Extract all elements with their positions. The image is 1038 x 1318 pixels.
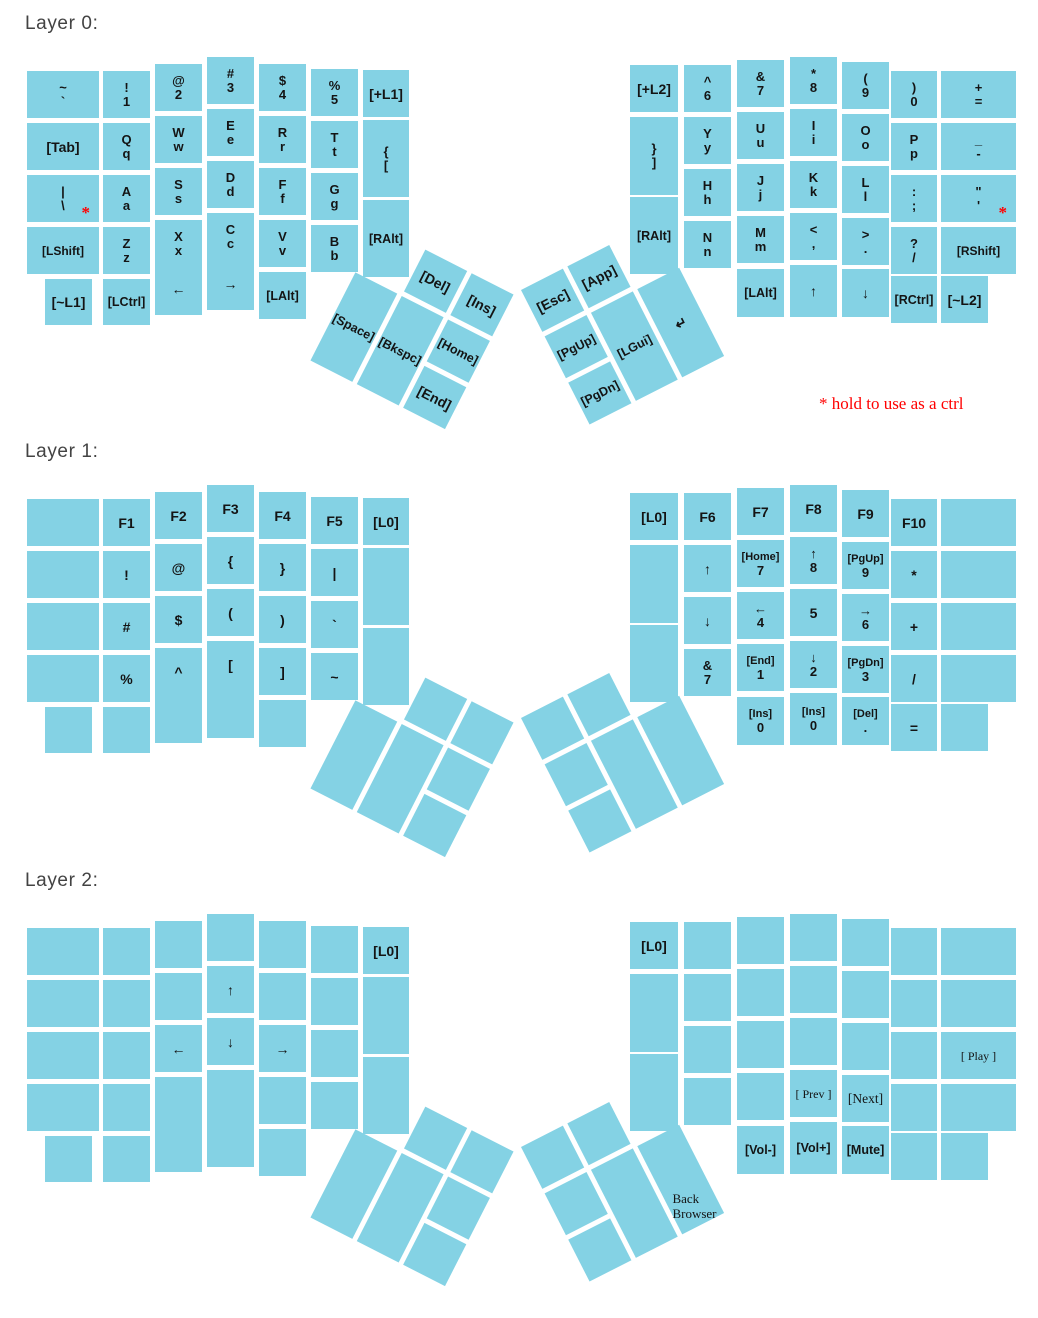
key-l-r5c4 xyxy=(259,700,306,747)
key-l-r1c1: F1 xyxy=(103,499,150,546)
key-rt-enter: ↵ xyxy=(637,268,724,378)
key-rt-pgdn: [PgDn] xyxy=(568,361,631,424)
key-r-r1c5: ) 0 xyxy=(891,71,937,118)
key-rt-esc: [Esc] xyxy=(521,269,584,332)
key-l-r5c0 xyxy=(45,1136,92,1182)
key-l-r4c5: B b xyxy=(311,225,358,272)
key-r-r5c4: [Mute] xyxy=(842,1126,889,1174)
key-r-r5c5 xyxy=(891,1133,937,1180)
key-l-r3c2: ← xyxy=(155,1025,202,1072)
key-l-r1c3 xyxy=(207,914,254,961)
key-l-r1c4: F4 xyxy=(259,492,306,539)
ctrl-star-marker: * xyxy=(81,203,90,222)
key-l-r3c4: F f xyxy=(259,168,306,215)
key-r-r2c3: ↑ 8 xyxy=(790,537,837,584)
key-r-r5c4: ↓ xyxy=(842,269,889,317)
key-r-r4c2 xyxy=(737,1073,784,1120)
key-l-r3c5: ` xyxy=(311,601,358,648)
key-r-r2c2 xyxy=(737,969,784,1016)
key-l-r1c1 xyxy=(103,928,150,975)
key-l-r2c2: W w xyxy=(155,116,202,163)
key-l-r1c3: F3 xyxy=(207,485,254,532)
key-l-r5c1 xyxy=(103,707,150,753)
key-r-r4c4: [Next] xyxy=(842,1075,889,1122)
key-lt-del: [Del] xyxy=(404,250,467,313)
key-r-tall1: } ] xyxy=(630,117,678,195)
key-r-r4c1 xyxy=(684,1078,731,1125)
key-l-r4c2: ^ xyxy=(155,648,202,695)
key-r-r1c0: [+L2] xyxy=(630,65,678,112)
key-r-r2c4 xyxy=(842,971,889,1018)
key-l-r4c0 xyxy=(27,655,99,702)
key-l-tall1 xyxy=(363,548,409,625)
key-l-r4c0: [LShift] xyxy=(27,227,99,274)
key-r-r4c3: < , xyxy=(790,213,837,260)
key-l-r2c4 xyxy=(259,973,306,1020)
key-l-r1c0: ~ ` xyxy=(27,71,99,118)
key-r-r3c5: : ; xyxy=(891,175,937,222)
key-l-r2c4: } xyxy=(259,544,306,591)
key-l-r2c1: ! xyxy=(103,551,150,598)
key-r-r1c3: F8 xyxy=(790,485,837,532)
key-r-r1c5: F10 xyxy=(891,499,937,546)
key-l-r1c2: F2 xyxy=(155,492,202,539)
key-r-r3c6: " ' * xyxy=(941,175,1016,222)
key-r-r3c5: + xyxy=(891,603,937,650)
key-l-r4c1: % xyxy=(103,655,150,702)
key-l-r4c1: Z z xyxy=(103,227,150,274)
key-r-r3c6: [ Play ] xyxy=(941,1032,1016,1079)
key-r-r4c6 xyxy=(941,655,1016,702)
key-l-r3c3: ↓ xyxy=(207,1018,254,1065)
key-r-r1c0: [L0] xyxy=(630,922,678,969)
layer-0-title: Layer 0: xyxy=(25,13,99,34)
key-r-r1c2: & 7 xyxy=(737,60,784,107)
key-r-r4c4: [PgDn] 3 xyxy=(842,646,889,693)
key-l-r3c0 xyxy=(27,1032,99,1079)
key-r-r2c4: O o xyxy=(842,114,889,161)
key-rt-lgui: [LGui] xyxy=(591,291,678,401)
key-l-r3c2: S s xyxy=(155,168,202,215)
key-r-r3c3 xyxy=(790,1018,837,1065)
key-lt-bkspc: [Bkspc] xyxy=(357,296,444,406)
key-l-r4c0 xyxy=(27,1084,99,1131)
key-l-r1c0 xyxy=(27,499,99,546)
key-r-r4c1: N n xyxy=(684,221,731,268)
key-l-r3c0 xyxy=(27,603,99,650)
key-l-r2c5: T t xyxy=(311,121,358,168)
key-l-r5c4: [LAlt] xyxy=(259,272,306,319)
key-r-r3c4 xyxy=(842,1023,889,1070)
key-l-r2c3: E e xyxy=(207,109,254,156)
key-r-r2c1 xyxy=(684,974,731,1021)
key-r-r5c5: = xyxy=(891,704,937,751)
key-r-r1c6: + = xyxy=(941,71,1016,118)
key-l-r3c4: → xyxy=(259,1025,306,1072)
key-l-r1c2: @ 2 xyxy=(155,64,202,111)
key-r-r1c6 xyxy=(941,499,1016,546)
key-r-r4c5 xyxy=(891,1084,937,1131)
key-l-r5c2 xyxy=(155,691,202,743)
key-l-r2c0 xyxy=(27,551,99,598)
key-lt-ins: [Ins] xyxy=(450,273,513,336)
key-r-r5c2: [LAlt] xyxy=(737,269,784,317)
key-r-r2c5: * xyxy=(891,551,937,598)
key-l-tall2: [RAlt] xyxy=(363,200,409,277)
key-r-r1c3: * 8 xyxy=(790,57,837,104)
key-l-r4c2: X x xyxy=(155,220,202,267)
key-r-r5c6: [~L2] xyxy=(941,276,988,323)
key-l-r1c6: [L0] xyxy=(363,927,409,974)
key-r-r5c2: [Vol-] xyxy=(737,1126,784,1174)
key-l-r3c1: A a xyxy=(103,175,150,222)
key-l-r4c1 xyxy=(103,1084,150,1131)
key-l-r4c4 xyxy=(259,1077,306,1124)
key-l-r5c3 xyxy=(207,686,254,738)
key-rt-enter: Back Browser xyxy=(637,1125,724,1235)
key-lt-space: [Space] xyxy=(310,272,397,382)
key-l-r3c2: $ xyxy=(155,596,202,643)
key-r-r3c2: ← 4 xyxy=(737,592,784,639)
key-l-r5c0: [~L1] xyxy=(45,279,92,325)
key-lt-end: [End] xyxy=(403,366,466,429)
key-l-r5c2: ← xyxy=(155,263,202,315)
key-l-r2c3: { xyxy=(207,537,254,584)
key-r-r2c6: _ - xyxy=(941,123,1016,170)
ctrl-hold-note: * hold to use as a ctrl xyxy=(819,394,964,413)
key-r-r2c6 xyxy=(941,551,1016,598)
key-r-r2c1: ↑ xyxy=(684,545,731,592)
key-l-r5c4 xyxy=(259,1129,306,1176)
key-r-r4c3: [ Prev ] xyxy=(790,1070,837,1117)
key-l-tall1: { [ xyxy=(363,120,409,197)
key-l-r1c4 xyxy=(259,921,306,968)
key-l-r5c1: [LCtrl] xyxy=(103,279,150,325)
key-r-r1c1: F6 xyxy=(684,493,731,540)
key-l-r5c0 xyxy=(45,707,92,753)
key-r-r3c5 xyxy=(891,1032,937,1079)
key-r-r2c4: [PgUp] 9 xyxy=(842,542,889,589)
key-r-r5c6 xyxy=(941,1133,988,1180)
key-l-r3c1 xyxy=(103,1032,150,1079)
key-r-r5c3: ↑ xyxy=(790,265,837,317)
key-r-r1c4: F9 xyxy=(842,490,889,537)
key-l-r3c0: | \ * xyxy=(27,175,99,222)
key-l-r3c5 xyxy=(311,1030,358,1077)
key-r-r3c6 xyxy=(941,603,1016,650)
key-l-r2c2: @ xyxy=(155,544,202,591)
key-r-r2c1: Y y xyxy=(684,117,731,164)
key-l-r3c3: ( xyxy=(207,589,254,636)
key-r-r3c4: → 6 xyxy=(842,594,889,641)
key-l-r1c2 xyxy=(155,921,202,968)
key-l-r4c4: V v xyxy=(259,220,306,267)
key-r-tall1 xyxy=(630,545,678,623)
key-r-r3c3: 5 xyxy=(790,589,837,636)
key-l-r4c3: [ xyxy=(207,641,254,688)
key-l-r1c0 xyxy=(27,928,99,975)
key-l-r3c1: # xyxy=(103,603,150,650)
key-r-r1c0: [L0] xyxy=(630,493,678,540)
key-r-r1c1: ^ 6 xyxy=(684,65,731,112)
key-r-r3c1: H h xyxy=(684,169,731,216)
key-l-r2c1 xyxy=(103,980,150,1027)
key-l-r4c3: C c xyxy=(207,213,254,260)
key-r-r3c3: K k xyxy=(790,161,837,208)
key-l-r1c3: # 3 xyxy=(207,57,254,104)
key-r-r3c1 xyxy=(684,1026,731,1073)
key-r-r1c1 xyxy=(684,922,731,969)
key-r-r4c1: & 7 xyxy=(684,649,731,696)
key-r-r4c4: > . xyxy=(842,218,889,265)
key-l-r1c6: [+L1] xyxy=(363,70,409,117)
key-r-r3c1: ↓ xyxy=(684,597,731,644)
key-l-r2c2 xyxy=(155,973,202,1020)
key-r-tall2: [RAlt] xyxy=(630,197,678,274)
key-l-r2c1: Q q xyxy=(103,123,150,170)
key-l-r2c4: R r xyxy=(259,116,306,163)
key-rt-pgup: [PgUp] xyxy=(545,315,608,378)
key-r-r1c2: F7 xyxy=(737,488,784,535)
key-r-r1c4: ( 9 xyxy=(842,62,889,109)
key-r-r4c3: ↓ 2 xyxy=(790,641,837,688)
key-l-r4c5 xyxy=(311,1082,358,1129)
layer-1-title: Layer 1: xyxy=(25,441,99,462)
key-r-r1c3 xyxy=(790,914,837,961)
key-l-r2c0: [Tab] xyxy=(27,123,99,170)
key-l-r5c1 xyxy=(103,1136,150,1182)
key-r-r5c3: [Vol+] xyxy=(790,1122,837,1174)
key-l-r5c3: → xyxy=(207,258,254,310)
key-r-r4c5: ? / xyxy=(891,227,937,274)
key-r-r2c6 xyxy=(941,980,1016,1027)
key-r-r4c2: M m xyxy=(737,216,784,263)
key-r-r4c2: [End] 1 xyxy=(737,644,784,691)
key-r-r5c5: [RCtrl] xyxy=(891,276,937,323)
key-l-r3c4: ) xyxy=(259,596,306,643)
key-r-r5c3: [Ins] 0 xyxy=(790,693,837,745)
key-l-r1c1: ! 1 xyxy=(103,71,150,118)
key-r-r4c6: [RShift] xyxy=(941,227,1016,274)
key-l-r4c4: ] xyxy=(259,648,306,695)
key-r-r1c5 xyxy=(891,928,937,975)
layer-2-title: Layer 2: xyxy=(25,870,99,891)
key-l-r4c5: ~ xyxy=(311,653,358,700)
key-l-r2c0 xyxy=(27,980,99,1027)
key-l-tall1 xyxy=(363,977,409,1054)
key-r-r2c2: [Home] 7 xyxy=(737,540,784,587)
key-l-r2c5 xyxy=(311,978,358,1025)
ctrl-star-marker: * xyxy=(998,203,1007,222)
key-l-r2c5: | xyxy=(311,549,358,596)
key-lt-home: [Home] xyxy=(427,320,490,383)
key-r-r5c2: [Ins] 0 xyxy=(737,697,784,745)
key-r-r2c2: U u xyxy=(737,112,784,159)
key-l-r2c3: ↑ xyxy=(207,966,254,1013)
key-l-r4c2 xyxy=(155,1077,202,1124)
key-r-r4c5: / xyxy=(891,655,937,702)
key-l-r3c3: D d xyxy=(207,161,254,208)
key-r-r3c4: L l xyxy=(842,166,889,213)
key-r-r2c5 xyxy=(891,980,937,1027)
key-l-r1c5: F5 xyxy=(311,497,358,544)
key-l-r1c5 xyxy=(311,926,358,973)
key-r-r1c4 xyxy=(842,919,889,966)
key-l-r3c5: G g xyxy=(311,173,358,220)
key-rt-app: [App] xyxy=(567,245,630,308)
key-r-r5c6 xyxy=(941,704,988,751)
key-r-tall1 xyxy=(630,974,678,1052)
key-l-r1c5: % 5 xyxy=(311,69,358,116)
key-l-r1c6: [L0] xyxy=(363,498,409,545)
key-l-r5c2 xyxy=(155,1120,202,1172)
key-l-r5c3 xyxy=(207,1115,254,1167)
key-r-r2c3: I i xyxy=(790,109,837,156)
key-r-r2c3 xyxy=(790,966,837,1013)
key-r-r3c2 xyxy=(737,1021,784,1068)
key-r-r5c4: [Del] . xyxy=(842,697,889,745)
key-l-r1c4: $ 4 xyxy=(259,64,306,111)
key-r-r1c2 xyxy=(737,917,784,964)
key-l-r4c3 xyxy=(207,1070,254,1117)
key-r-r2c5: P p xyxy=(891,123,937,170)
key-r-r3c2: J j xyxy=(737,164,784,211)
key-r-r1c6 xyxy=(941,928,1016,975)
key-r-r4c6 xyxy=(941,1084,1016,1131)
